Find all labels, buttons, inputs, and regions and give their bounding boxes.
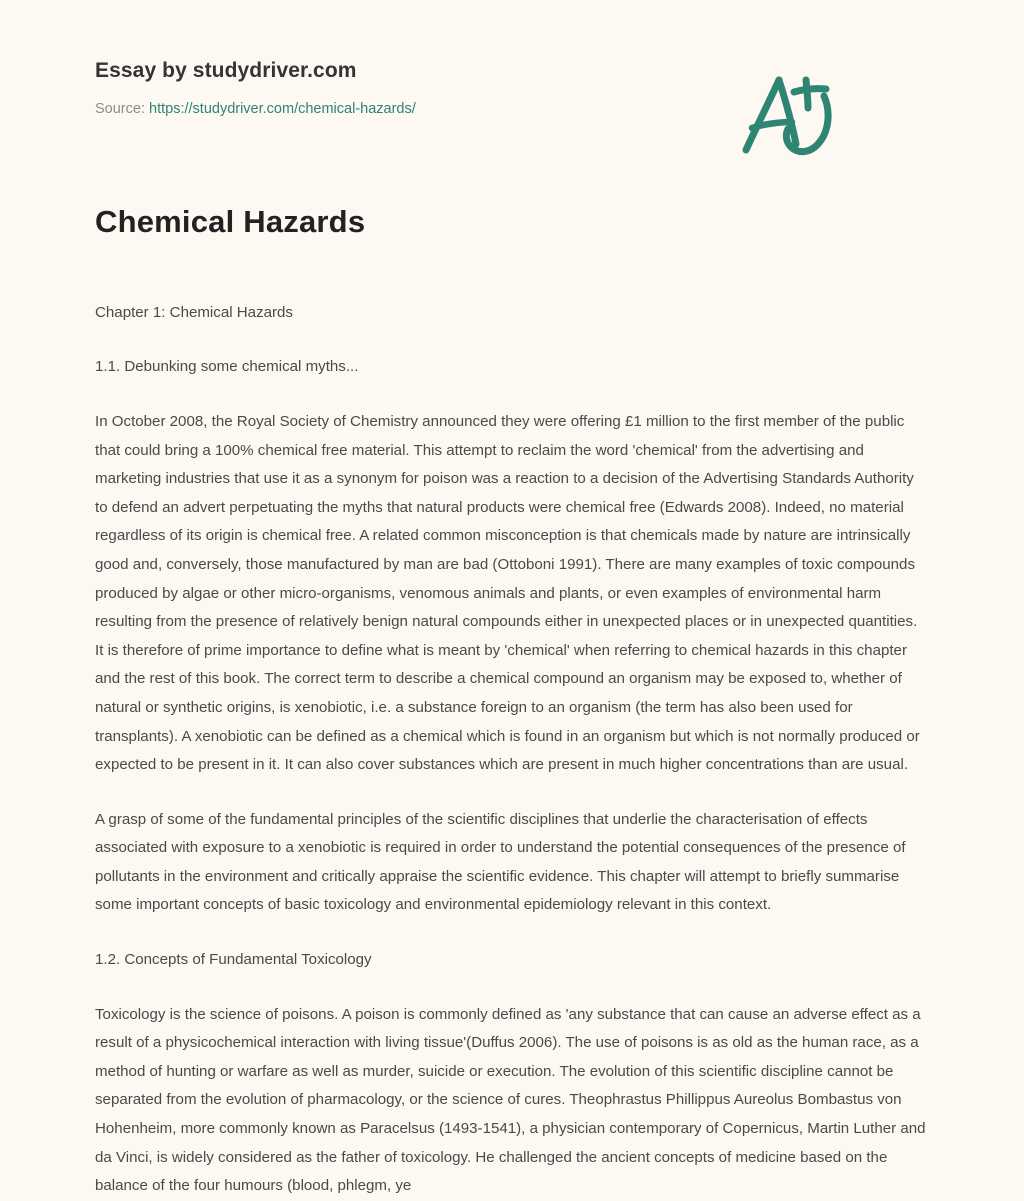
chapter-heading: Chapter 1: Chemical Hazards bbox=[95, 303, 293, 321]
section-heading-1-2: 1.2. Concepts of Fundamental Toxicology bbox=[95, 951, 372, 969]
body-paragraph: Toxicology is the science of poisons. A poison is commonly defined as 'any substance that can cause an adverse effect as a result of a physicochemical interaction with living tissue'(Duffus 2006). The use of poisons is as old as the human race, as a method of hunting or warfare as well as murder, suicide or execution. The evolution of this scientific discipline cannot be separated from the evolution of pharmacology, or the science of cures. Theophrastus Phillippus Aureolus Bombastus von Hohenheim, more commonly known as Paracelsus (1493-1541), a physician contemporary of Copernicus, Martin Luther and da Vinci, is widely considered as the father of toxicology. He challenged the ancient concepts of medicine based on the balance of the four humours (blood, phlegm, ye bbox=[95, 1005, 926, 1195]
page-header bbox=[95, 0, 929, 119]
source-label: Source: bbox=[95, 101, 145, 118]
studydriver-a-plus-logo-icon bbox=[734, 66, 844, 166]
document-body bbox=[95, 242, 929, 1201]
section-heading-1-1: 1.1. Debunking some chemical myths... bbox=[95, 358, 359, 376]
source-url-link[interactable]: https://studydriver.com/chemical-hazards/ bbox=[149, 101, 416, 118]
body-paragraph: In October 2008, the Royal Society of Chemistry announced they were offering £1 million to the first member of the public that could bring a 100% chemical free material. This attempt to reclaim the word 'chemical' from the advertising and marketing industries that use it as a synonym for poison was a reaction to a decision of the Advertising Standards Authority to defend an advert perpetuating the myths that natural products were chemical free (Edwards 2008). Indeed, no material regardless of its origin is chemical free. A related common misconception is that chemicals made by nature are intrinsically good and, conversely, those manufactured by man are bad (Ottoboni 1991). There are many examples of toxic compounds produced by algae or other micro-organisms, venomous animals and plants, or even examples of environmental harm resulting from the presence of relatively benign natural compounds either in unexpected places or in unexpected quantities. It is therefore of prime importance to define what is meant by 'chemical' when referring to chemical hazards in this chapter and the rest of this book. The correct term to describe a chemical compound an organism may be exposed to, whether of natural or synthetic origins, is xenobiotic, i.e. a substance foreign to an organism (the term has also been used for transplants). A xenobiotic can be defined as a chemical which is found in an organism but which is not normally produced or expected to be present in it. It can also cover substances which are present in much higher concentrations than are usual. bbox=[95, 412, 920, 774]
page-title: Chemical Hazards bbox=[95, 204, 366, 240]
body-paragraph: A grasp of some of the fundamental principles of the scientific disciplines that underlie the characterisation of effects associated with exposure to a xenobiotic is required in order to understand the potential consequences of the presence of pollutants in the environment and critically appraise the scientific evidence. This chapter will attempt to briefly summarise some important concepts of basic toxicology and environmental epidemiology relevant in this context. bbox=[95, 810, 906, 914]
essay-byline: Essay by studydriver.com bbox=[95, 59, 357, 82]
